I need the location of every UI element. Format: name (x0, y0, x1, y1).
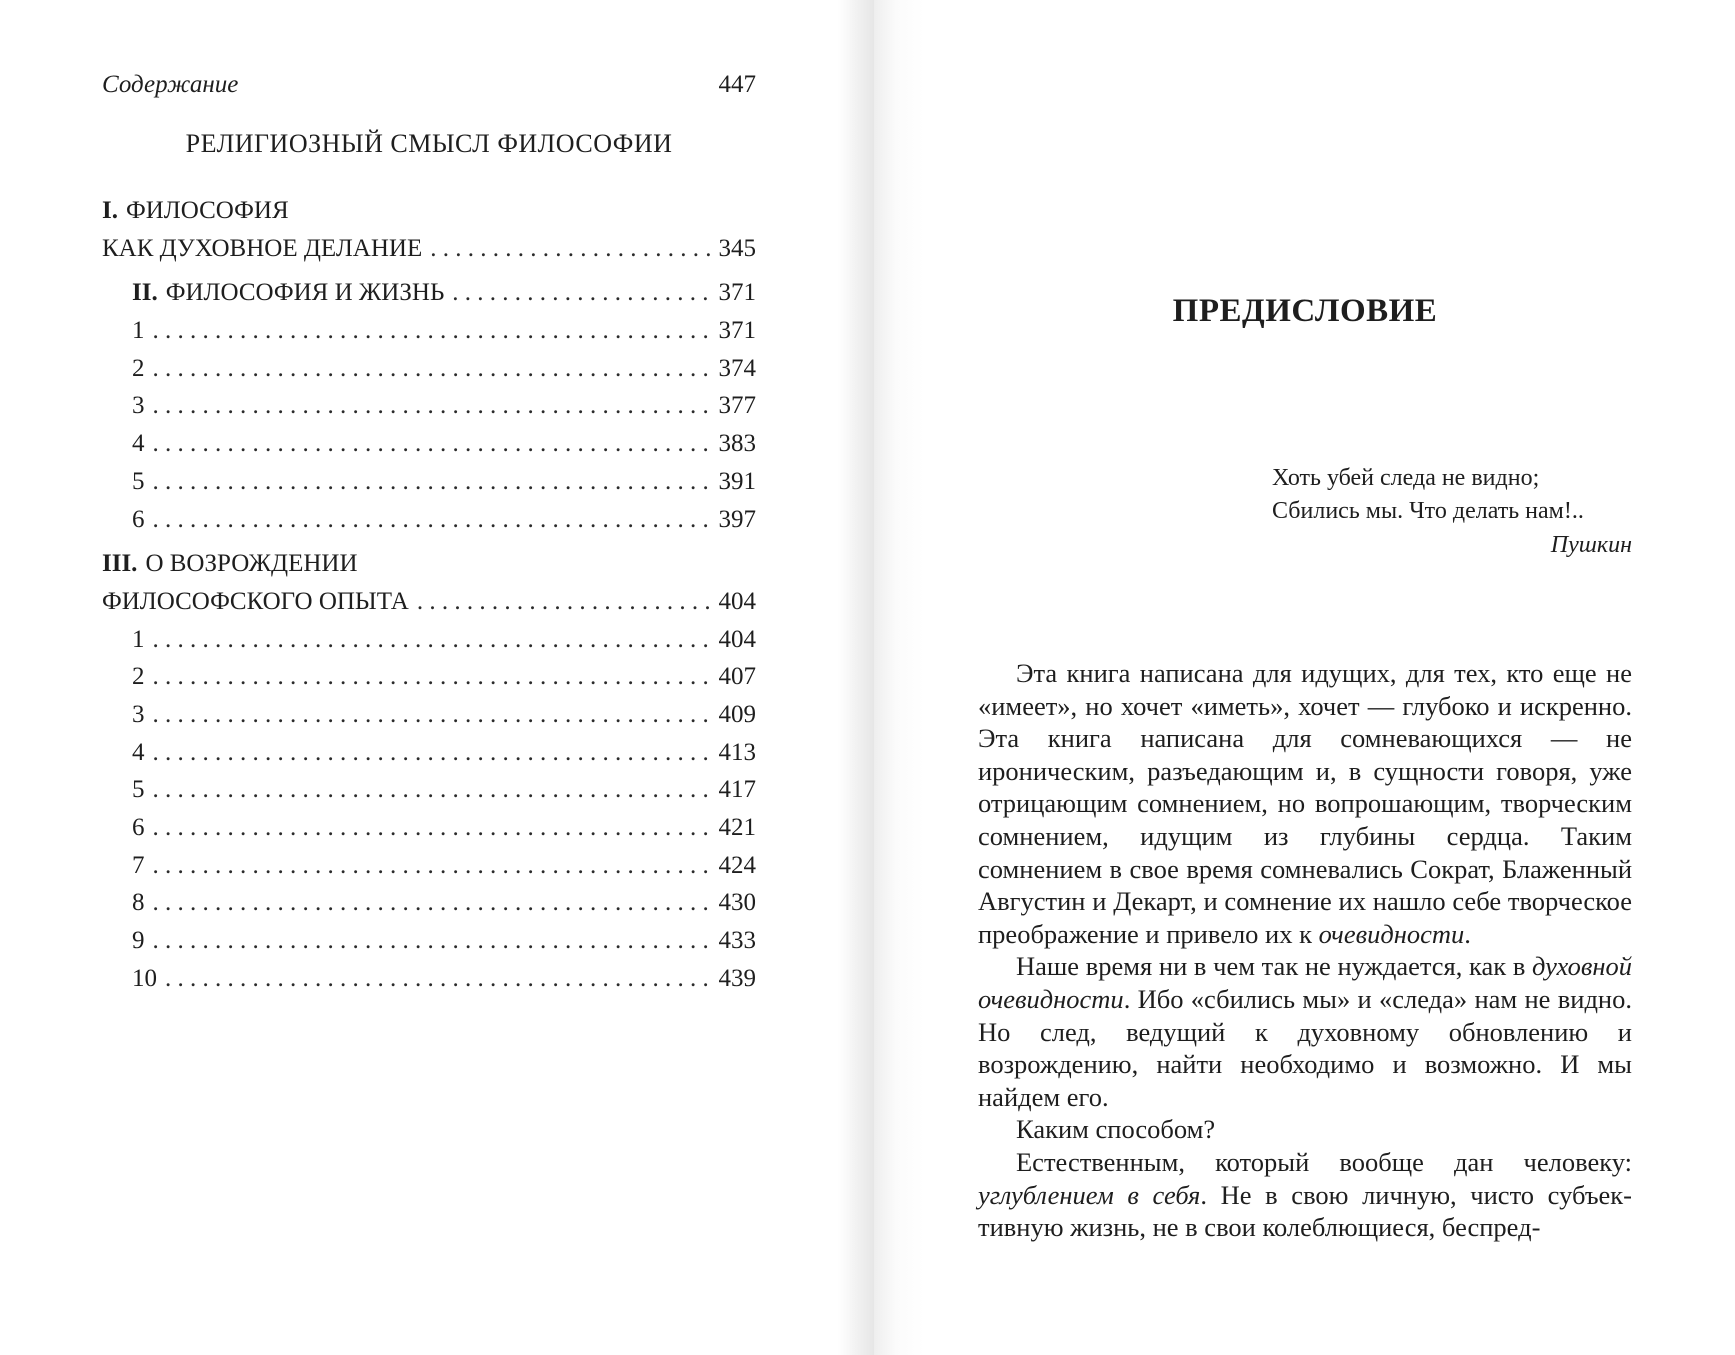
toc-leader-dots (153, 425, 711, 463)
toc-leader-dots (153, 658, 711, 696)
toc-entry-3-6 (102, 809, 756, 847)
toc-entry-3-8 (102, 884, 756, 922)
toc-leader-dots (153, 847, 711, 885)
toc-entry-title: 3 (132, 700, 145, 728)
toc-entry-page: 374 (718, 354, 756, 382)
epigraph-line-1: Хоть убей следа не видно; (1272, 465, 1540, 491)
toc-entry-section-1 (102, 192, 756, 230)
toc-leader-dots (452, 274, 710, 312)
toc-entry-section-3 (102, 545, 756, 583)
toc-entry-3-3 (102, 696, 756, 734)
toc-entry-page: 421 (718, 814, 756, 841)
toc-entry-page: 377 (718, 392, 756, 420)
epigraph-line-2: Сбились мы. Что делать нам!.. (1272, 498, 1584, 525)
paragraph-2-emphasis: духовной очевидности (978, 951, 1632, 1014)
toc-entry-title: 10 (132, 964, 157, 992)
toc-entry-page: 383 (718, 430, 756, 458)
toc-entry-page: 404 (718, 587, 756, 615)
toc-entry-3-4 (102, 734, 756, 772)
running-title: Содержание (102, 71, 239, 98)
toc-leader-dots (153, 350, 711, 388)
toc-entry-section-1-cont (102, 230, 756, 268)
toc-entry-title: 4 (132, 430, 145, 458)
toc-entry-page: 397 (718, 505, 756, 533)
toc-entry-title: 2 (132, 663, 145, 691)
toc-entry-2-6 (102, 501, 756, 539)
toc-entry-title: ФИЛОСОФИЯ (125, 197, 289, 224)
paragraph-4-end: . Не в свою личную, чисто субъективную жизнь, не в свои колеблющиеся, беспред- (978, 1179, 1632, 1243)
epigraph-author: Пушкин (1550, 531, 1632, 558)
toc-entry-page: 409 (718, 700, 756, 728)
toc-entry-page: 417 (718, 776, 756, 804)
toc-leader-dots (153, 621, 711, 659)
toc-entry-page: 404 (718, 625, 756, 653)
toc-entry-numeral: I. (102, 197, 118, 224)
toc-entry-2-2 (102, 350, 756, 388)
paragraph-2-text: Наше время ни в чем так не нуждается, как в (1016, 951, 1533, 982)
toc-entry-2-4 (102, 425, 756, 463)
toc-entry-page: 413 (718, 738, 756, 766)
epigraph (1272, 462, 1632, 562)
toc-entry-2-1 (102, 312, 756, 350)
toc-entry-2-5 (102, 463, 756, 501)
toc-entry-page: 391 (718, 467, 756, 495)
toc-entry-3-2 (102, 658, 756, 696)
toc-leader-dots (153, 922, 711, 960)
toc-entry-title: КАК ДУХОВНОЕ ДЕЛАНИЕ (102, 234, 423, 262)
running-head (102, 68, 756, 102)
page-number: 447 (718, 71, 756, 98)
toc-entry-numeral: II. (132, 279, 158, 307)
left-page (0, 0, 866, 1355)
toc-entry-page: 433 (718, 927, 756, 955)
chapter-title: ПРЕДИСЛОВИЕ (1172, 293, 1438, 329)
paragraph-1 (978, 657, 1632, 950)
toc-entry-title: 5 (132, 467, 145, 495)
toc-entry-title: 7 (132, 851, 145, 879)
toc-entry-section-3-cont (102, 583, 756, 621)
toc-entry-title: О ВОЗРОЖДЕНИИ (145, 550, 358, 578)
toc-entry-page: 371 (718, 279, 756, 307)
toc-leader-dots (165, 960, 710, 998)
toc-leader-dots (153, 771, 711, 809)
toc-entry-page: 407 (718, 663, 756, 691)
toc-leader-dots (153, 734, 711, 772)
toc-entry-3-5 (102, 771, 756, 809)
toc-entry-section-2 (102, 274, 756, 312)
toc-entry-title: 9 (132, 927, 145, 955)
toc-entry-page: 345 (718, 234, 756, 262)
toc-leader-dots (153, 809, 711, 847)
toc-leader-dots (153, 387, 711, 425)
toc-leader-dots (417, 583, 710, 621)
toc-leader-dots (153, 312, 711, 350)
paragraph-4-text: Естественным, который вообще дан человеку: (1016, 1146, 1632, 1177)
toc-entry-title: 8 (132, 889, 145, 917)
toc-entry-title: 1 (132, 625, 145, 653)
toc-leader-dots (153, 501, 711, 539)
toc-entry-2-3 (102, 387, 756, 425)
preface-body (978, 657, 1632, 1244)
toc-entry-numeral: III. (102, 550, 138, 578)
toc-leader-dots (153, 884, 711, 922)
toc-leader-dots (153, 463, 711, 501)
book-gutter-shadow (838, 0, 874, 1355)
paragraph-4-emphasis: углублением в себя (978, 1179, 1201, 1210)
toc-entry-page: 424 (718, 851, 756, 879)
toc-entry-3-1 (102, 621, 756, 659)
toc-entry-3-9 (102, 922, 756, 960)
paragraph-2-end: . Ибо «сбились мы» и «следа» нам не видно. Но след, ведущий к духовному обновлению и возрождению, найти необходимо и возможно. И мы найдем его. (978, 983, 1632, 1112)
toc-entry-3-10 (102, 960, 756, 998)
toc-entry-page: 439 (718, 964, 756, 992)
paragraph-1-text: Эта книга написана для идущих, для тех, кто еще не «имеет», но хочет «иметь», хочет — глубоко и искренно. Эта книга написана для сомневающихся — не ироническим, разъедающим и, в сущности говоря, уже отрицающим сомнением, но вопрошающим, творческим сомнением, идущим из глубины сердца. Таким сомнением в свое время сомневались Сократ, Блаженный Августин и Декарт, и сомнение их нашло себе творческое преображение и привело их к (978, 658, 1632, 949)
toc-entry-title: ФИЛОСОФИЯ И ЖИЗНЬ (165, 279, 445, 307)
table-of-contents (102, 192, 756, 997)
toc-entry-title: 1 (132, 317, 145, 345)
toc-entry-title: 3 (132, 392, 145, 420)
paragraph-3 (978, 1113, 1632, 1146)
toc-leader-dots (153, 696, 711, 734)
paragraph-1-emphasis: очевидности (1318, 918, 1465, 949)
toc-entry-title: ФИЛОСОФСКОГО ОПЫТА (102, 587, 409, 615)
toc-entry-title: 6 (132, 505, 145, 533)
toc-entry-title: 2 (132, 354, 145, 382)
paragraph-1-end: . (1464, 918, 1471, 949)
paragraph-4 (978, 1146, 1632, 1244)
paragraph-3-text: Каким способом? (1016, 1114, 1216, 1145)
toc-entry-page: 371 (718, 317, 756, 345)
paragraph-2 (978, 950, 1632, 1113)
toc-heading: РЕЛИГИОЗНЫЙ СМЫСЛ ФИЛОСОФИИ (185, 129, 673, 158)
toc-entry-title: 6 (132, 814, 145, 841)
toc-entry-page: 430 (718, 889, 756, 917)
toc-entry-title: 5 (132, 776, 145, 804)
toc-entry-title: 4 (132, 738, 145, 766)
toc-leader-dots (430, 230, 710, 268)
toc-entry-3-7 (102, 847, 756, 885)
